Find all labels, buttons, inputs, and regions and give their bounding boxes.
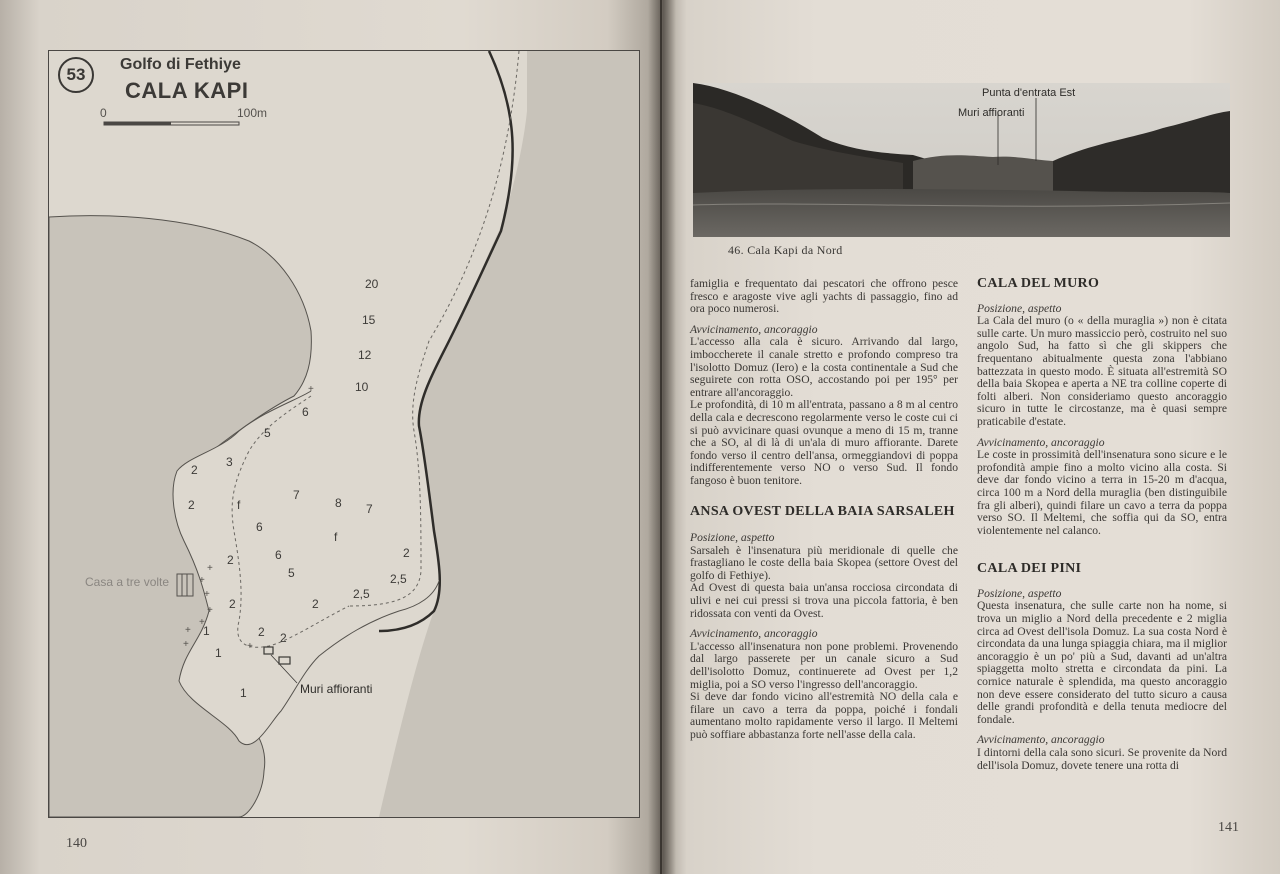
section-heading: CALA DEI PINI bbox=[977, 561, 1082, 577]
depth-sounding: 2,5 bbox=[353, 587, 370, 601]
depth-sounding: f bbox=[237, 498, 241, 512]
svg-text:+: + bbox=[207, 605, 213, 616]
paragraph: Questa insenatura, che sulle carte non ha nome, si trova un miglio a Nord della precedente e 2 miglia circa ad Ovest dell'isola Domuz. La sua costa Nord è circondata da una lunga spiaggia chiara, ma il miglior ancoraggio è un po' più a Sud, davanti ad un'altra spiaggetta molto stretta e circondata da pini. La cornice naturale è splendida, ma questo ancoraggio non deve essere considerato del tutto sicuro a causa delle grandi profondità e della tenuta mediocre del fondale. bbox=[977, 599, 1227, 726]
paragraph: Le coste in prossimità dell'insenatura sono sicure e le profondità ampie fino a molto vicino alla costa. Si deve dar fondo vicino a terra in 15-20 m d'acqua, circa 100 m a Nord della muraglia (ben distinguibile fra gli alberi), quindi filare un cavo a terra da poppa verso SO. Il Meltemi, che soffia qui da SO, entra violentemente nel calanco. bbox=[977, 448, 1227, 537]
paragraph: famiglia e frequentato dai pescatori che offrono pesce fresco e aragoste vive agli yachts di passaggio, fino ad ora poco numerosi. bbox=[690, 277, 958, 316]
depth-sounding: 8 bbox=[335, 496, 342, 510]
nautical-chart bbox=[48, 50, 640, 818]
depth-sounding: 2 bbox=[229, 597, 236, 611]
paragraph: L'accesso alla cala è sicuro. Arrivando dal largo, imboccherete il canale stretto e profondo compreso tra l'isolotto Domuz (Iero) e la costa continentale a Sud che seguirete con rotta OSO, accostando poi per 195° per entrare all'ancoraggio. bbox=[690, 335, 958, 399]
depth-sounding: 1 bbox=[215, 646, 222, 660]
scale-start-label: 0 bbox=[100, 106, 107, 120]
book-gutter bbox=[648, 0, 676, 874]
subheading: Avvicinamento, ancoraggio bbox=[977, 733, 1105, 747]
walls-photo-label: Muri affioranti bbox=[958, 107, 1025, 119]
depth-sounding: 15 bbox=[362, 313, 376, 327]
depth-sounding: 6 bbox=[302, 405, 309, 419]
depth-sounding: 2,5 bbox=[390, 572, 407, 586]
east-point-label: Punta d'entrata Est bbox=[982, 87, 1076, 99]
depth-sounding: 5 bbox=[288, 566, 295, 580]
subheading: Posizione, aspetto bbox=[690, 531, 775, 545]
depth-sounding: 2 bbox=[227, 553, 234, 567]
page-number-left: 140 bbox=[66, 836, 87, 851]
depth-sounding: 10 bbox=[355, 380, 369, 394]
subheading: Avvicinamento, ancoraggio bbox=[690, 627, 818, 641]
photo-caption: 46. Cala Kapi da Nord bbox=[728, 243, 843, 257]
paragraph: L'accesso all'insenatura non pone problemi. Provenendo dal largo passerete per un canale sicuro a Sud dell'isolotto Domuz, continuerete ad Ovest per 1,2 miglia, poi a SO verso l'ingresso dell'ancoraggio. bbox=[690, 639, 958, 691]
svg-text:+: + bbox=[207, 563, 213, 574]
scale-end-label: 100m bbox=[237, 106, 268, 120]
depth-sounding: 3 bbox=[226, 455, 233, 469]
svg-text:+: + bbox=[199, 575, 205, 586]
depth-sounding: 2 bbox=[258, 625, 265, 639]
paragraph: Sarsaleh è l'insenatura più meridionale di quelle che frastagliano le coste della baia Skopea (settore Ovest del golfo di Fethiye). bbox=[690, 543, 958, 582]
chart-subtitle: Golfo di Fethiye bbox=[120, 56, 241, 73]
depth-sounding: 2 bbox=[280, 631, 287, 645]
depth-sounding: 7 bbox=[366, 502, 373, 516]
paragraph: Le profondità, di 10 m all'entrata, passano a 8 m al centro della cala e decrescono regolarmente verso le coste cui ci si può avvicinare quasi ovunque a meno di 15 m, tranne che a SO, al di là di un'ala di muro affiorante. Darete fondo verso il centro dell'ansa, ormeggiandovi di poppa indifferentemente verso NO o verso Sud. Il fondo fangoso è buon tenitore. bbox=[690, 398, 958, 487]
subheading: Posizione, aspetto bbox=[977, 301, 1062, 315]
depth-sounding: 1 bbox=[240, 686, 247, 700]
svg-text:+: + bbox=[247, 641, 253, 652]
svg-text:+: + bbox=[204, 589, 210, 600]
page-number-right: 141 bbox=[1218, 820, 1239, 835]
depth-sounding: 12 bbox=[358, 348, 372, 362]
chart-drawing bbox=[49, 51, 639, 817]
paragraph: La Cala del muro (o « della muraglia ») non è citata sulle carte. Un muro massiccio però, costruito nel suo angolo Sud, ha fatto sì che gli skippers che frequentano abitualmente questa zona l'abbiano battezzata in questo modo. È situata all'estremità SO della baia Skopea e aperta a NE tra colline coperte di folti alberi. Non consideriamo questo ancoraggio sicuro in tutte le circostanze, ma è quasi sempre praticabile d'estate. bbox=[977, 314, 1227, 428]
text-column-right bbox=[977, 278, 1227, 772]
chart-number-badge: 53 bbox=[58, 57, 94, 93]
svg-text:+: + bbox=[199, 617, 205, 628]
depth-sounding: f bbox=[334, 530, 338, 544]
subheading: Avvicinamento, ancoraggio bbox=[977, 435, 1105, 449]
text-column-left bbox=[690, 278, 958, 742]
depth-sounding: 1 bbox=[203, 624, 210, 638]
depth-sounding: 6 bbox=[256, 520, 263, 534]
section-heading: ANSA OVEST DELLA BAIA SARSALEH bbox=[690, 503, 955, 519]
depth-sounding: 5 bbox=[264, 426, 271, 440]
depth-sounding: 2 bbox=[191, 463, 198, 477]
chart-title: CALA KAPI bbox=[125, 78, 249, 103]
svg-text:+: + bbox=[308, 384, 314, 395]
section-heading: CALA DEL MURO bbox=[977, 276, 1100, 291]
paragraph: Ad Ovest di questa baia un'ansa rocciosa circondata di ulivi e nei cui pressi si trova una piccola fattoria, è ben ridossata con venti da Ovest. bbox=[690, 581, 958, 620]
house-label: Casa a tre volte bbox=[85, 575, 170, 589]
depth-sounding: 7 bbox=[293, 488, 300, 502]
subheading: Avvicinamento, ancoraggio bbox=[690, 322, 818, 336]
paragraph: Si deve dar fondo vicino all'estremità NO della cala e filare un cavo a terra da poppa, poiché i fondali aumentano molto rapidamente verso il largo. Il Meltemi può soffiare abbastanza forte nell'asse della cala. bbox=[690, 690, 958, 741]
depth-sounding: 2 bbox=[403, 546, 410, 560]
depth-sounding: 2 bbox=[312, 597, 319, 611]
walls-label: Muri affioranti bbox=[300, 682, 373, 696]
svg-text:+: + bbox=[185, 625, 191, 636]
svg-text:+: + bbox=[183, 639, 189, 650]
land-east bbox=[379, 51, 639, 817]
paragraph: I dintorni della cala sono sicuri. Se provenite da Nord dell'isola Domuz, dovete tenere una rotta di bbox=[977, 746, 1227, 772]
subheading: Posizione, aspetto bbox=[977, 586, 1062, 600]
depth-sounding: 6 bbox=[275, 548, 282, 562]
depth-sounding: 20 bbox=[365, 277, 379, 291]
depth-sounding: 2 bbox=[188, 498, 195, 512]
